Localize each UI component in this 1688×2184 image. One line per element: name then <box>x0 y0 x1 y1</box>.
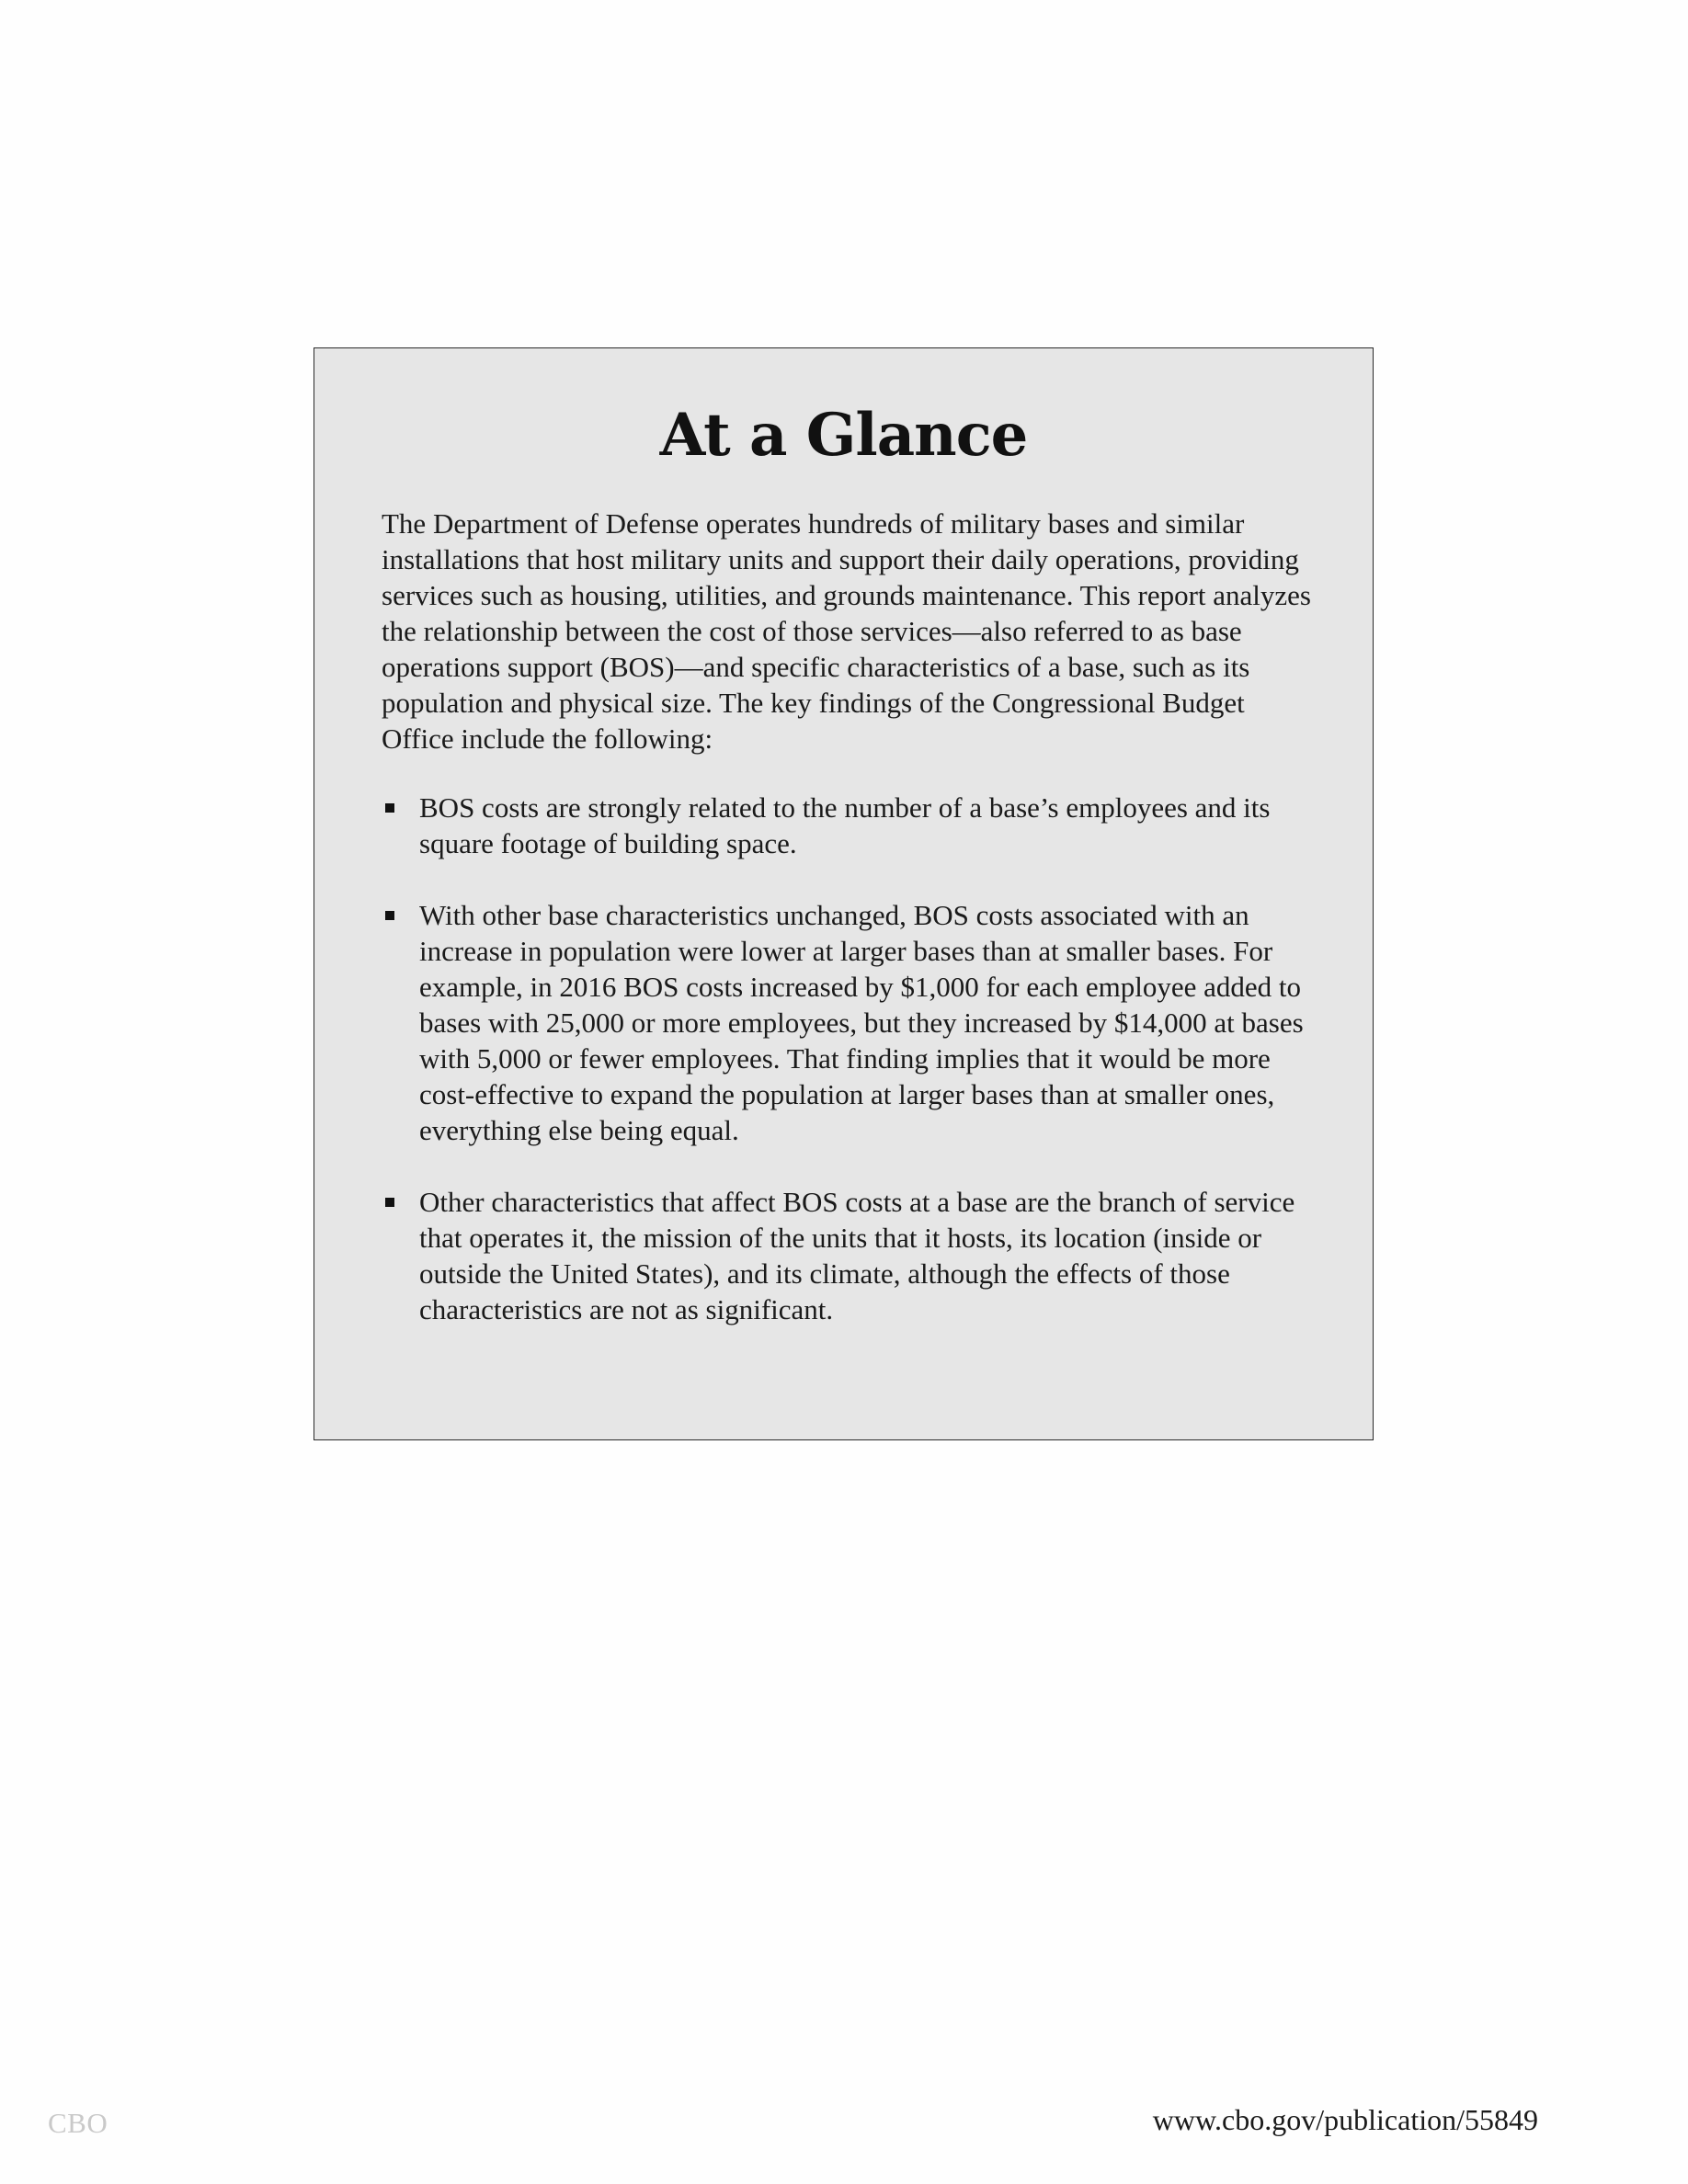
list-item-text: BOS costs are strongly related to the number of a base’s employees and its square footage of building space. <box>419 791 1271 859</box>
list-item <box>382 897 1319 1148</box>
at-a-glance-box <box>314 347 1374 1440</box>
page-title: At a Glance <box>659 401 1028 470</box>
key-findings-list <box>382 790 1319 1363</box>
list-item-text: Other characteristics that affect BOS costs at a base are the branch of service that operates it, the mission of the units that it hosts, its location (inside or outside the United States), and its climate, although the effects of those characteristics are not as significant. <box>419 1186 1295 1325</box>
intro-paragraph: The Department of Defense operates hundreds of military bases and similar installations that host military units and support their daily operations, providing services such as housing, utilities, and grounds maintenance. This report analyzes the relationship between the cost of those services—also referred to as base operations support (BOS)—and specific characteristics of a base, such as its population and physical size. The key findings of the Congressional Budget Office include the following: <box>382 507 1311 755</box>
square-bullet-icon <box>385 1198 394 1207</box>
list-item-text: With other base characteristics unchanged, BOS costs associated with an increase in population were lower at larger bases than at smaller bases. For example, in 2016 BOS costs increased by $1,000 for each employee added to bases with 25,000 or more employees, but they increased by $14,000 at bases with 5,000 or fewer employees. That finding implies that it would be more cost-effective to expand the population at larger bases than at smaller ones, everything else being equal. <box>419 899 1304 1146</box>
square-bullet-icon <box>385 803 394 813</box>
cbo-footer-label: CBO <box>48 2107 108 2139</box>
list-item <box>382 790 1319 861</box>
square-bullet-icon <box>385 911 394 920</box>
publication-url[interactable]: www.cbo.gov/publication/55849 <box>1152 2103 1538 2136</box>
list-item <box>382 1184 1319 1327</box>
